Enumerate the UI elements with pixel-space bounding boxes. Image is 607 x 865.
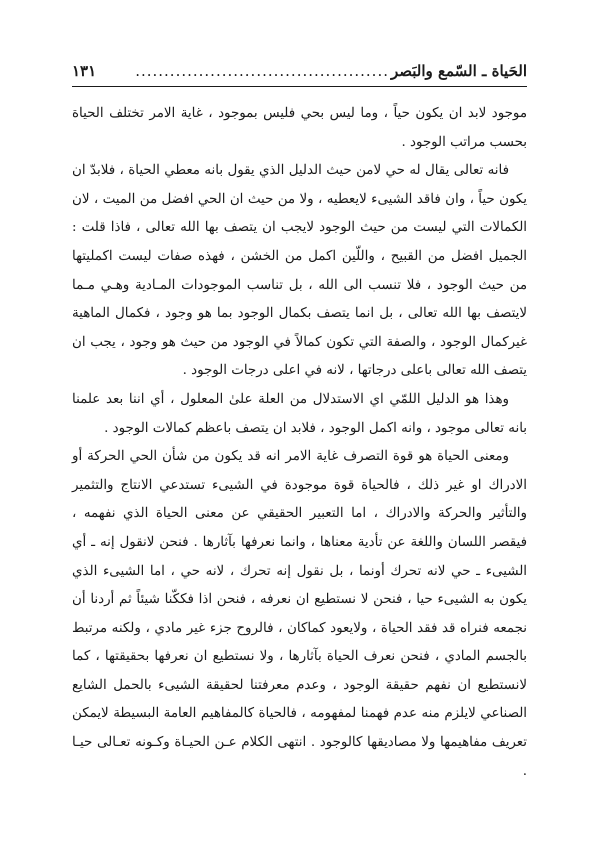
page-body bbox=[72, 100, 527, 786]
leader-dots: ............................................ bbox=[135, 62, 389, 80]
paragraph: ومعنى الحياة هو قوة التصرف غاية الامر انه قد يكون من شأن الحي الحركة أو الادراك او غير ذلك ، فالحياة قوة موجودة في الشيىء تستدعي الانتاج والتثمير والتأثير والحركة والادراك ، اما التعبير الحقيقي عن معنى الحياة الذي نفهمه ، فيقصر اللسان واللغة عن تأدية معناها ، وانما نعرفها بآثارها . فنحن لانقول إنه ـ أي الشيىء ـ حي لانه تحرك أونما ، بل نقول إنه تحرك ، لانه حي ، اما الشيىء الذي يكون به الشيىء حيا ، فنحن لا نستطيع ان نعرفه ، فنحن اذا فككّنا شيئاً ثم أردنا أن نجمعه فنراه قد فقد الحياة ، ولايعود كماكان ، فالروح جزء غير مادي ، ولكنه مرتبط بالجسم المادي ، فنحن نعرف الحياة بآثارها ، ولا نستطيع ان نعرفها بحقيقتها ، كما لانستطيع ان نفهم حقيقة الوجود ، وعدم معرفتنا لحقيقة الشيىء بالحمل الشايع الصناعي لايلزم منه عدم فهمنا لمفهومه ، فالحياة كالمفاهيم العامة البسيطة لايمكن تعريف مفاهيمها ولا مصاديقها كالوجود . انتهى الكلام عـن الحيـاة وكـونه تعـالى حيـا . bbox=[72, 449, 527, 779]
paragraph: موجود لابد ان يكون حياً ، وما ليس بحي فليس بموجود ، غاية الامر تختلف الحياة بحسب مراتب الوجود . bbox=[72, 106, 527, 150]
paragraph: فانه تعالى يقال له حي لامن حيث الدليل الذي يقول بانه معطي الحياة ، فلابدّ ان يكون حياً ، وان فاقد الشيىء لايعطيه ، ولا من حيث ان الحي افضل من الميت ، لان الكمالات التي ليست من حيث الوجود لايجب ان يتصف بها الله تعالى ، فاذا قلت : الجميل افضل من القبيح ، واللّين اكمل من الخشن ، فهذه صفات ليست اكمليتها من حيث الوجود ، فلا تنسب الى الله ، بل تناسب الموجودات المـادية وهـي مـما لايتصف بها الله تعالى ، بل انما يتصف بكمال الوجود بما هو وجود ، فكمال الماهية غيركمال الوجود ، والصفة التي تكون كمالاً في الوجود من حيث هو وجود ، يجب ان يتصف الله تعالى باعلى درجاتها ، لانه في اعلى درجات الوجود . bbox=[72, 163, 527, 379]
book-page bbox=[72, 62, 527, 786]
running-header bbox=[72, 62, 527, 87]
paragraph: وهذا هو الدليل اللمّي اي الاستدلال من العلة علىٰ المعلول ، أي اننا بعد علمنا بانه تعالى موجود ، وانه اكمل الوجود ، فلابد ان يتصف باعظم كمالات الوجود . bbox=[72, 391, 527, 436]
page-number: ١٣١ bbox=[72, 62, 97, 80]
running-title: الحَياة ـ السّمع والبَصر bbox=[390, 62, 527, 80]
